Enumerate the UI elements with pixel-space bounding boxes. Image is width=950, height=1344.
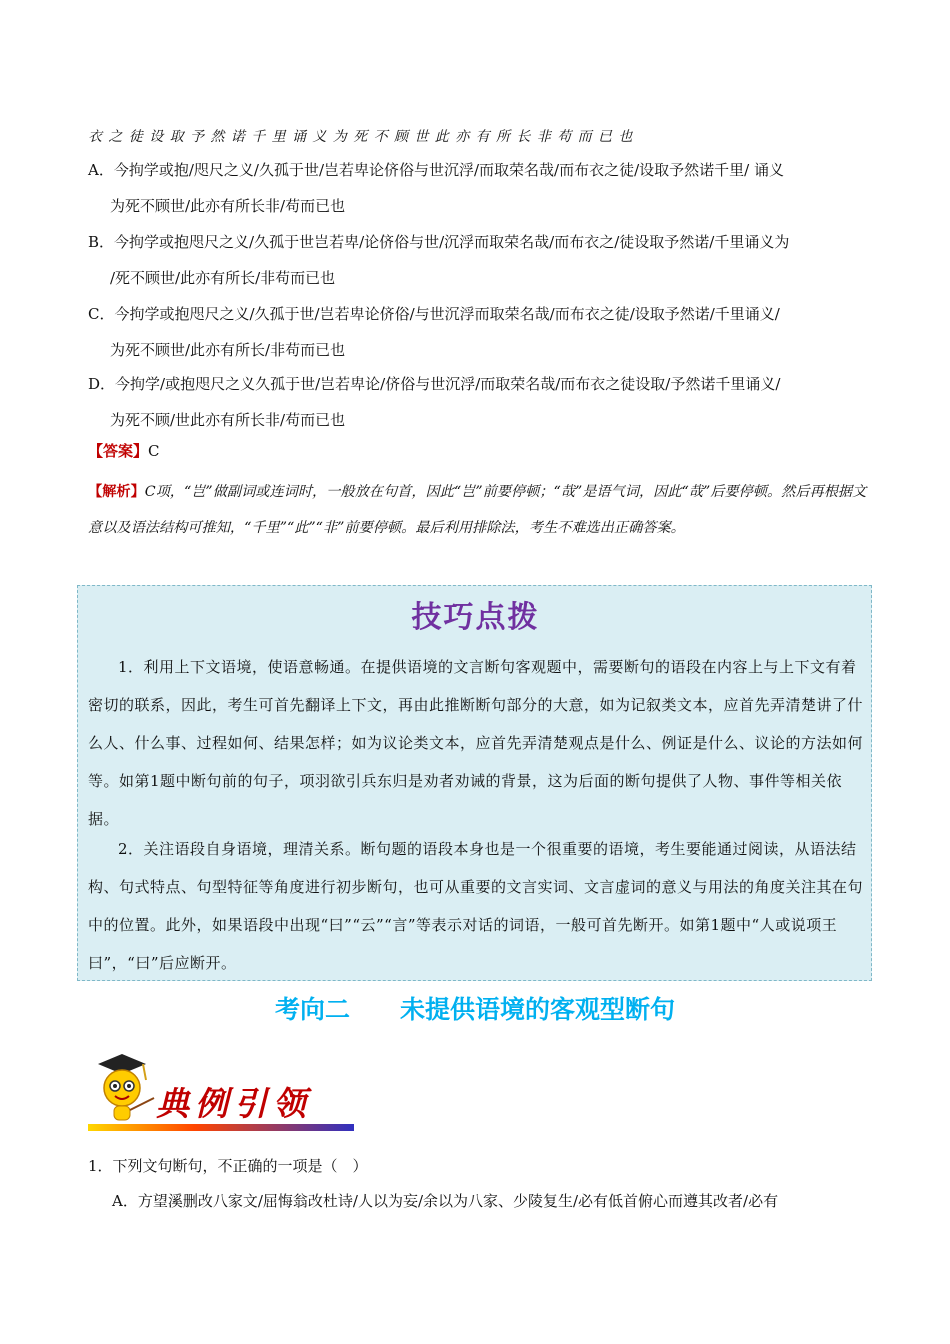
option-d-line1: D．今拘学/或抱咫尺之义久孤于世/岂若卑论/侪俗与世沉浮/而取荣名哉/而布衣之徒设取/予然诺千里诵义/ bbox=[88, 375, 781, 393]
option-c-line1: C．今拘学或抱咫尺之义/久孤于世/岂若卑论侪俗/与世沉浮而取荣名哉/而布衣之徒/设取予然诺/千里诵义/ bbox=[88, 305, 780, 323]
option-b-line1: B．今拘学或抱咫尺之义/久孤于世岂若卑/论侪俗与世/沉浮而取荣名哉/而布衣之/徒设取予然诺/千里诵义为 bbox=[88, 233, 790, 251]
answer-value: C bbox=[148, 442, 160, 460]
question-option-a: A．方望溪删改八家文/屈悔翁改杜诗/人以为妄/余以为八家、少陵复生/必有低首俯心而遵其改者/必有 bbox=[112, 1192, 779, 1210]
option-a-line2: 为死不顾世/此亦有所长非/苟而已也 bbox=[110, 197, 346, 215]
tips-paragraph-1: 1．利用上下文语境，使语意畅通。在提供语境的文言断句客观题中，需要断句的语段在内容上与上下文有着密切的联系，因此，考生可首先翻译上下文，再由此推断断句部分的大意，如为记叙类文本，应首先弄清楚讲了什么人、什么事、过程如何、结果怎样；如为议论类文本，应首先弄清楚观点是什么、例证是什么、议论的方法如何等。如第1题中断句前的句子，项羽欲引兵东归是劝者劝诫的背景，这为后面的断句提供了人物、事件等相关依据。 bbox=[88, 658, 864, 828]
passage-line: 衣之徒设取予然诺千里诵义为死不顾世此亦有所长非苟而已也 bbox=[88, 129, 639, 145]
banner-underline bbox=[88, 1124, 354, 1131]
option-b-line2: /死不顾世/此亦有所长/非苟而已也 bbox=[110, 269, 336, 287]
tips-title: 技巧点拨 bbox=[411, 600, 540, 635]
analysis-tag: 【解析】 bbox=[88, 484, 145, 500]
section-title: 考向二 未提供语境的客观型断句 bbox=[274, 995, 675, 1024]
mascot-icon bbox=[88, 1050, 160, 1130]
question-stem: 1．下列文句断句，不正确的一项是（ ） bbox=[88, 1157, 368, 1175]
analysis-text: C项，“岂”做副词或连词时，一般放在句首，因此“岂”前要停顿；“哉”是语气词，因此“哉”后要停顿。然后再根据文意以及语法结构可推知，“千里”“此”“非”前要停顿。最后利用排除法，考生不难选出正确答案。 bbox=[88, 484, 867, 536]
banner-text: 典例引领 bbox=[156, 1084, 312, 1123]
answer-tag: 【答案】 bbox=[88, 442, 149, 460]
answer-line bbox=[88, 440, 160, 461]
option-c bbox=[88, 296, 868, 368]
tips-box bbox=[77, 585, 872, 981]
option-d-line2: 为死不顾/世此亦有所长非/苟而已也 bbox=[110, 411, 346, 429]
example-banner bbox=[88, 1050, 358, 1136]
option-d bbox=[88, 366, 868, 438]
option-c-line2: 为死不顾世/此亦有所长/非苟而已也 bbox=[110, 341, 346, 359]
tips-paragraph-2: 2．关注语段自身语境，理清关系。断句题的语段本身也是一个很重要的语境，考生要能通过阅读，从语法结构、句式特点、句型特征等角度进行初步断句，也可从重要的文言实词、文言虚词的意义与用法的角度关注其在句中的位置。此外，如果语段中出现“曰”“云”“言”等表示对话的词语，一般可首先断开。如第1题中“人或说项王曰”，“曰”后应断开。 bbox=[88, 840, 864, 972]
option-a bbox=[88, 152, 868, 224]
option-b bbox=[88, 224, 868, 296]
analysis-block bbox=[88, 474, 868, 546]
option-a-line1: A．今拘学或抱/咫尺之义/久孤于世/岂若卑论侪俗与世沉浮/而取荣名哉/而布衣之徒/设取予然诺千里/ 诵义 bbox=[88, 161, 784, 179]
